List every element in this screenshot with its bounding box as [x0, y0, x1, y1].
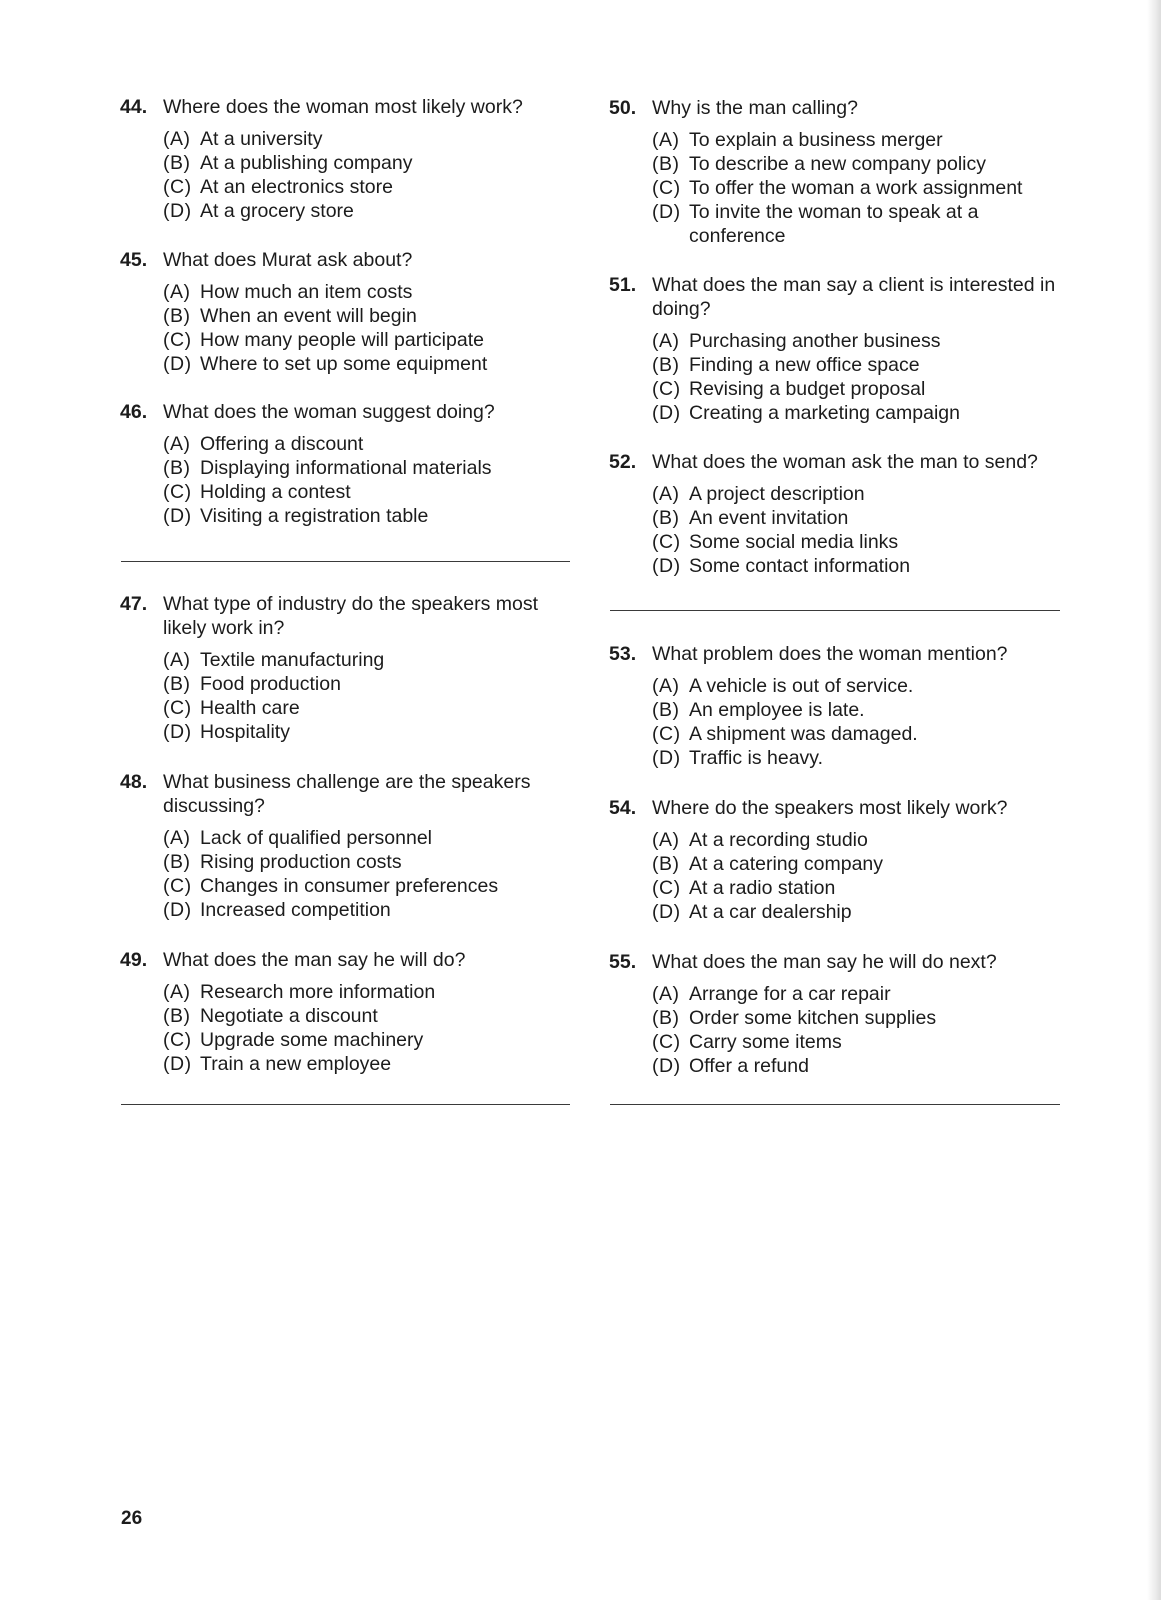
option-letter: (C): [652, 177, 681, 199]
option-text: Traffic is heavy.: [689, 747, 824, 769]
option-a: [652, 482, 1061, 506]
option-letter: (C): [163, 875, 192, 897]
option-letter: (A): [652, 675, 680, 697]
option-a: [652, 329, 1061, 353]
option-d: [652, 746, 1061, 770]
option-text: At an electronics store: [200, 176, 393, 198]
option-list: [163, 648, 560, 744]
option-letter: (B): [652, 354, 680, 376]
option-text: To invite the woman to speak at a conference: [689, 201, 979, 247]
option-list: [652, 329, 1061, 425]
option-letter: (D): [652, 201, 681, 223]
option-text: At a recording studio: [689, 829, 868, 851]
option-text: At a publishing company: [200, 152, 413, 174]
option-text: Research more information: [200, 981, 436, 1003]
question-number: 44.: [120, 96, 148, 118]
question-44: [120, 95, 560, 223]
question-50: [609, 96, 1061, 248]
option-text: Finding a new office space: [689, 354, 920, 376]
option-text: Health care: [200, 697, 300, 719]
option-d: [163, 504, 560, 528]
option-text: At a car dealership: [689, 901, 852, 923]
page-number: 26: [121, 1508, 143, 1529]
option-c: [652, 722, 1061, 746]
option-a: [163, 127, 560, 151]
option-list: [652, 128, 1061, 248]
option-b: [163, 456, 560, 480]
option-letter: (C): [163, 1029, 192, 1051]
option-text: Displaying informational materials: [200, 457, 492, 479]
option-letter: (B): [652, 1007, 680, 1029]
option-letter: (B): [163, 673, 191, 695]
option-c: [163, 175, 560, 199]
option-text: At a university: [200, 128, 323, 150]
question-text: What does the woman suggest doing?: [163, 401, 495, 423]
option-letter: (D): [163, 899, 192, 921]
option-text: Rising production costs: [200, 851, 402, 873]
option-text: Hospitality: [200, 721, 290, 743]
question-46: [120, 400, 560, 528]
option-list: [163, 280, 560, 376]
option-text: Some social media links: [689, 531, 899, 553]
question-text: Where does the woman most likely work?: [163, 96, 523, 118]
question-text: What does Murat ask about?: [163, 249, 413, 271]
option-list: [163, 127, 560, 223]
option-a: [163, 280, 560, 304]
option-c: [652, 377, 1061, 401]
option-list: [652, 982, 1061, 1078]
option-c: [652, 530, 1061, 554]
question-text: What business challenge are the speakers discussing?: [163, 771, 531, 817]
option-text: Lack of qualified personnel: [200, 827, 432, 849]
option-c: [652, 876, 1061, 900]
question-54: [609, 796, 1061, 924]
option-text: Offering a discount: [200, 433, 364, 455]
question-number: 54.: [609, 797, 637, 819]
option-text: To describe a new company policy: [689, 153, 986, 175]
option-list: [163, 432, 560, 528]
question-text: What type of industry do the speakers most likely work in?: [163, 593, 539, 639]
option-letter: (B): [163, 457, 191, 479]
question-text: Why is the man calling?: [652, 97, 858, 119]
option-d: [163, 1052, 560, 1076]
option-list: [163, 826, 560, 922]
question-55: [609, 950, 1061, 1078]
question-47: [120, 592, 560, 744]
option-letter: (B): [163, 305, 191, 327]
option-letter: (A): [163, 649, 191, 671]
option-text: Visiting a registration table: [200, 505, 429, 527]
option-letter: (A): [652, 829, 680, 851]
question-51: [609, 273, 1061, 425]
option-d: [163, 199, 560, 223]
option-d: [163, 898, 560, 922]
option-d: [652, 200, 1061, 248]
option-c: [163, 874, 560, 898]
page-edge-shadow: [1147, 0, 1161, 1600]
option-c: [652, 1030, 1061, 1054]
option-letter: (C): [652, 1031, 681, 1053]
option-letter: (B): [652, 153, 680, 175]
question-number: 46.: [120, 401, 148, 423]
option-d: [652, 900, 1061, 924]
option-letter: (D): [652, 747, 681, 769]
option-letter: (C): [163, 697, 192, 719]
option-text: Textile manufacturing: [200, 649, 385, 671]
option-list: [652, 674, 1061, 770]
section-divider: [610, 1104, 1060, 1105]
option-text: At a grocery store: [200, 200, 354, 222]
option-letter: (C): [163, 176, 192, 198]
option-letter: (A): [652, 483, 680, 505]
option-letter: (D): [652, 402, 681, 424]
option-letter: (A): [163, 128, 191, 150]
option-letter: (D): [652, 901, 681, 923]
option-text: Where to set up some equipment: [200, 353, 488, 375]
question-number: 50.: [609, 97, 637, 119]
option-c: [163, 328, 560, 352]
option-text: Purchasing another business: [689, 330, 941, 352]
option-letter: (C): [163, 329, 192, 351]
option-b: [163, 151, 560, 175]
option-a: [652, 828, 1061, 852]
option-letter: (B): [163, 152, 191, 174]
option-b: [652, 698, 1061, 722]
option-b: [163, 1004, 560, 1028]
option-letter: (B): [163, 1005, 191, 1027]
question-text: What does the man say he will do?: [163, 949, 466, 971]
option-list: [652, 828, 1061, 924]
question-text: What does the woman ask the man to send?: [652, 451, 1038, 473]
question-text: What does the man say a client is interested in doing?: [652, 274, 1056, 320]
option-text: At a catering company: [689, 853, 884, 875]
option-d: [163, 720, 560, 744]
option-list: [163, 980, 560, 1076]
option-text: An employee is late.: [689, 699, 865, 721]
question-text: Where do the speakers most likely work?: [652, 797, 1008, 819]
option-d: [652, 1054, 1061, 1078]
option-letter: (A): [652, 129, 680, 151]
option-text: How much an item costs: [200, 281, 413, 303]
option-text: Some contact information: [689, 555, 911, 577]
option-text: Holding a contest: [200, 481, 351, 503]
option-a: [652, 674, 1061, 698]
option-b: [163, 850, 560, 874]
option-b: [163, 304, 560, 328]
option-d: [163, 352, 560, 376]
option-letter: (D): [163, 353, 192, 375]
section-divider: [610, 610, 1060, 611]
section-divider: [121, 561, 570, 562]
option-text: Order some kitchen supplies: [689, 1007, 937, 1029]
option-letter: (D): [163, 200, 192, 222]
option-b: [652, 353, 1061, 377]
question-number: 52.: [609, 451, 637, 473]
question-number: 49.: [120, 949, 148, 971]
option-text: Revising a budget proposal: [689, 378, 926, 400]
option-letter: (C): [652, 723, 681, 745]
option-list: [652, 482, 1061, 578]
option-d: [652, 401, 1061, 425]
option-text: How many people will participate: [200, 329, 484, 351]
option-letter: (B): [652, 699, 680, 721]
option-text: To explain a business merger: [689, 129, 943, 151]
question-number: 48.: [120, 771, 148, 793]
option-letter: (A): [163, 433, 191, 455]
question-number: 55.: [609, 951, 637, 973]
option-letter: (D): [163, 721, 192, 743]
option-text: Carry some items: [689, 1031, 842, 1053]
option-letter: (D): [163, 1053, 192, 1075]
option-a: [163, 648, 560, 672]
question-48: [120, 770, 560, 922]
option-b: [652, 152, 1061, 176]
option-a: [163, 432, 560, 456]
option-letter: (C): [652, 378, 681, 400]
option-text: A vehicle is out of service.: [689, 675, 914, 697]
option-text: Offer a refund: [689, 1055, 809, 1077]
option-letter: (B): [163, 851, 191, 873]
option-letter: (A): [652, 330, 680, 352]
option-text: Upgrade some machinery: [200, 1029, 424, 1051]
option-letter: (D): [163, 505, 192, 527]
option-letter: (A): [652, 983, 680, 1005]
option-c: [163, 696, 560, 720]
question-number: 51.: [609, 274, 637, 296]
option-letter: (B): [652, 507, 680, 529]
option-letter: (B): [652, 853, 680, 875]
question-number: 53.: [609, 643, 637, 665]
option-a: [163, 980, 560, 1004]
option-text: Increased competition: [200, 899, 391, 921]
option-b: [163, 672, 560, 696]
question-49: [120, 948, 560, 1076]
option-letter: (C): [163, 481, 192, 503]
option-text: At a radio station: [689, 877, 836, 899]
option-text: Train a new employee: [200, 1053, 392, 1075]
option-letter: (C): [652, 531, 681, 553]
option-b: [652, 506, 1061, 530]
option-text: A project description: [689, 483, 865, 505]
option-c: [163, 1028, 560, 1052]
option-c: [652, 176, 1061, 200]
question-52: [609, 450, 1061, 578]
option-a: [652, 982, 1061, 1006]
option-text: Creating a marketing campaign: [689, 402, 960, 424]
option-text: To offer the woman a work assignment: [689, 177, 1023, 199]
question-text: What does the man say he will do next?: [652, 951, 997, 973]
option-letter: (C): [652, 877, 681, 899]
question-text: What problem does the woman mention?: [652, 643, 1008, 665]
question-53: [609, 642, 1061, 770]
option-a: [163, 826, 560, 850]
question-number: 45.: [120, 249, 148, 271]
option-c: [163, 480, 560, 504]
option-text: Changes in consumer preferences: [200, 875, 499, 897]
question-number: 47.: [120, 593, 148, 615]
option-letter: (A): [163, 981, 191, 1003]
option-text: When an event will begin: [200, 305, 417, 327]
option-letter: (A): [163, 281, 191, 303]
option-a: [652, 128, 1061, 152]
option-letter: (D): [652, 555, 681, 577]
option-text: Food production: [200, 673, 341, 695]
option-letter: (D): [652, 1055, 681, 1077]
option-text: A shipment was damaged.: [689, 723, 918, 745]
option-b: [652, 852, 1061, 876]
option-text: An event invitation: [689, 507, 849, 529]
option-letter: (A): [163, 827, 191, 849]
question-45: [120, 248, 560, 376]
option-text: Negotiate a discount: [200, 1005, 378, 1027]
option-d: [652, 554, 1061, 578]
option-b: [652, 1006, 1061, 1030]
section-divider: [121, 1104, 570, 1105]
option-text: Arrange for a car repair: [689, 983, 891, 1005]
